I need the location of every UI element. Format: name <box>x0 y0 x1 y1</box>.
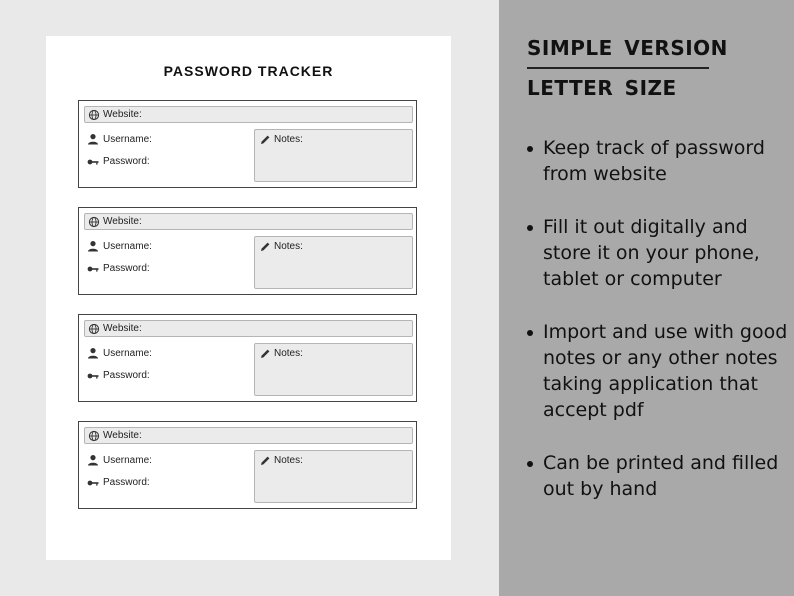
notes-label: Notes: <box>274 348 303 359</box>
bullet-dot <box>527 330 533 336</box>
bullet-dot <box>527 461 533 467</box>
username-label: Username: <box>103 348 152 359</box>
notes-field[interactable] <box>254 450 413 503</box>
feature-list <box>527 135 789 529</box>
feature-text: Fill it out digitally and store it on your phone, tablet or computer <box>543 216 760 290</box>
pencil-icon <box>259 348 271 360</box>
feature-panel <box>499 0 794 596</box>
key-icon <box>87 370 99 382</box>
username-label: Username: <box>103 241 152 252</box>
notes-field[interactable] <box>254 236 413 289</box>
website-label: Website: <box>103 430 142 441</box>
password-entry-card <box>78 100 417 188</box>
feature-item <box>527 450 789 502</box>
password-label: Password: <box>103 156 150 167</box>
password-label: Password: <box>103 370 150 381</box>
website-label: Website: <box>103 109 142 120</box>
feature-text: Keep track of password from website <box>543 137 765 185</box>
password-label: Password: <box>103 477 150 488</box>
notes-field[interactable] <box>254 343 413 396</box>
globe-icon <box>88 216 100 228</box>
website-field[interactable] <box>84 427 413 444</box>
feature-item <box>527 214 789 292</box>
key-icon <box>87 477 99 489</box>
website-field[interactable] <box>84 320 413 337</box>
feature-item <box>527 319 789 423</box>
notes-field[interactable] <box>254 129 413 182</box>
password-entry-card <box>78 207 417 295</box>
person-icon <box>87 454 99 466</box>
website-label: Website: <box>103 323 142 334</box>
page-title: PASSWORD TRACKER <box>163 63 334 79</box>
notes-label: Notes: <box>274 241 303 252</box>
person-icon <box>87 133 99 145</box>
pencil-icon <box>259 134 271 146</box>
bullet-dot <box>527 225 533 231</box>
heading-divider <box>527 67 709 69</box>
globe-icon <box>88 430 100 442</box>
notes-label: Notes: <box>274 134 303 145</box>
person-icon <box>87 240 99 252</box>
version-heading: SIMPLE VERSION <box>527 36 728 60</box>
notes-label: Notes: <box>274 455 303 466</box>
password-entry-card <box>78 314 417 402</box>
username-label: Username: <box>103 455 152 466</box>
password-label: Password: <box>103 263 150 274</box>
person-icon <box>87 347 99 359</box>
key-icon <box>87 263 99 275</box>
pencil-icon <box>259 241 271 253</box>
pencil-icon <box>259 455 271 467</box>
bullet-dot <box>527 146 533 152</box>
website-field[interactable] <box>84 106 413 123</box>
key-icon <box>87 156 99 168</box>
password-entry-card <box>78 421 417 509</box>
globe-icon <box>88 109 100 121</box>
feature-text: Can be printed and filled out by hand <box>543 452 779 500</box>
planner-page-preview <box>46 36 451 560</box>
website-label: Website: <box>103 216 142 227</box>
globe-icon <box>88 323 100 335</box>
website-field[interactable] <box>84 213 413 230</box>
feature-item <box>527 135 789 187</box>
username-label: Username: <box>103 134 152 145</box>
size-heading: LETTER SIZE <box>527 76 677 100</box>
feature-text: Import and use with good notes or any other notes taking application that accept pdf <box>543 321 788 421</box>
